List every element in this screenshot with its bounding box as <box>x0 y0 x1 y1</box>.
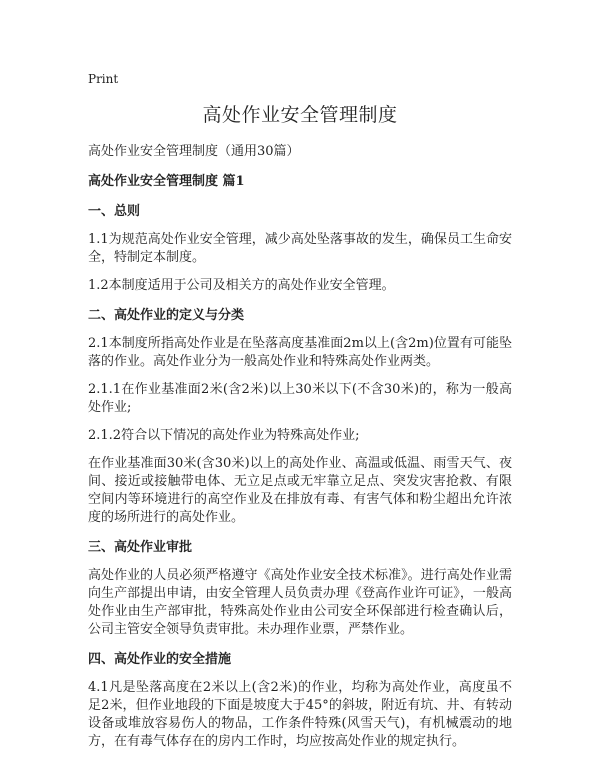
page-title: 高处作业安全管理制度 <box>202 104 398 126</box>
section-heading-safety-measures: 四、高处作业的安全措施 <box>88 652 232 667</box>
paragraph: 1.2本制度适用于公司及相关方的高处作业安全管理。 <box>88 278 395 293</box>
paragraph: 1.1为规范高处作业安全管理，减少高处坠落事故的发生，确保员工生命安全，特制定本制度。 <box>88 232 512 265</box>
section-heading-approval: 三、高处作业审批 <box>88 540 193 555</box>
paragraph: 2.1.2符合以下情况的高处作业为特殊高处作业; <box>88 428 360 443</box>
section-heading-general: 一、总则 <box>88 204 141 219</box>
print-link[interactable]: Print <box>88 72 119 86</box>
paragraph: 2.1.1在作业基准面2米(含2米)以上30米以下(不含30米)的，称为一般高处作业; <box>88 382 512 415</box>
paragraph: 2.1本制度所指高处作业是在坠落高度基准面2m以上(含2m)位置有可能坠落的作业。高处作业分为一般高处作业和特殊高处作业两类。 <box>88 336 512 369</box>
paragraph: 4.1凡是坠落高度在2米以上(含2米)的作业，均称为高处作业，高度虽不足2米，但作业地段的下面是坡度大于45°的斜坡，附近有坑、井、有转动设备或堆放容易伤人的物品，工作条件特殊(风雪天气)，有机械震动的地方，在有毒气体存在的房内工作时，均应按高处作业的规定执行。 <box>88 680 512 749</box>
paragraph: 高处作业的人员必须严格遵守《高处作业安全技术标准》。进行高处作业需向生产部提出申请，由安全管理人员负责办理《登高作业许可证》，一般高处作业由生产部审批，特殊高处作业由公司安全环保部进行检查确认后，公司主管安全领导负责审批。未办理作业票，严禁作业。 <box>88 568 512 637</box>
paragraph: 在作业基准面30米(含30米)以上的高处作业、高温或低温、雨雪天气、夜间、接近或接触带电体、无立足点或无牢靠立足点、突发灾害抢救、有限空间内等环境进行的高空作业及在排放有毒、有害气体和粉尘超出允许浓度的场所进行的高处作业。 <box>88 456 512 525</box>
chapter-heading: 高处作业安全管理制度 篇1 <box>88 174 245 189</box>
document-subtitle: 高处作业安全管理制度（通用30篇） <box>88 144 300 159</box>
section-heading-definition: 二、高处作业的定义与分类 <box>88 308 245 323</box>
